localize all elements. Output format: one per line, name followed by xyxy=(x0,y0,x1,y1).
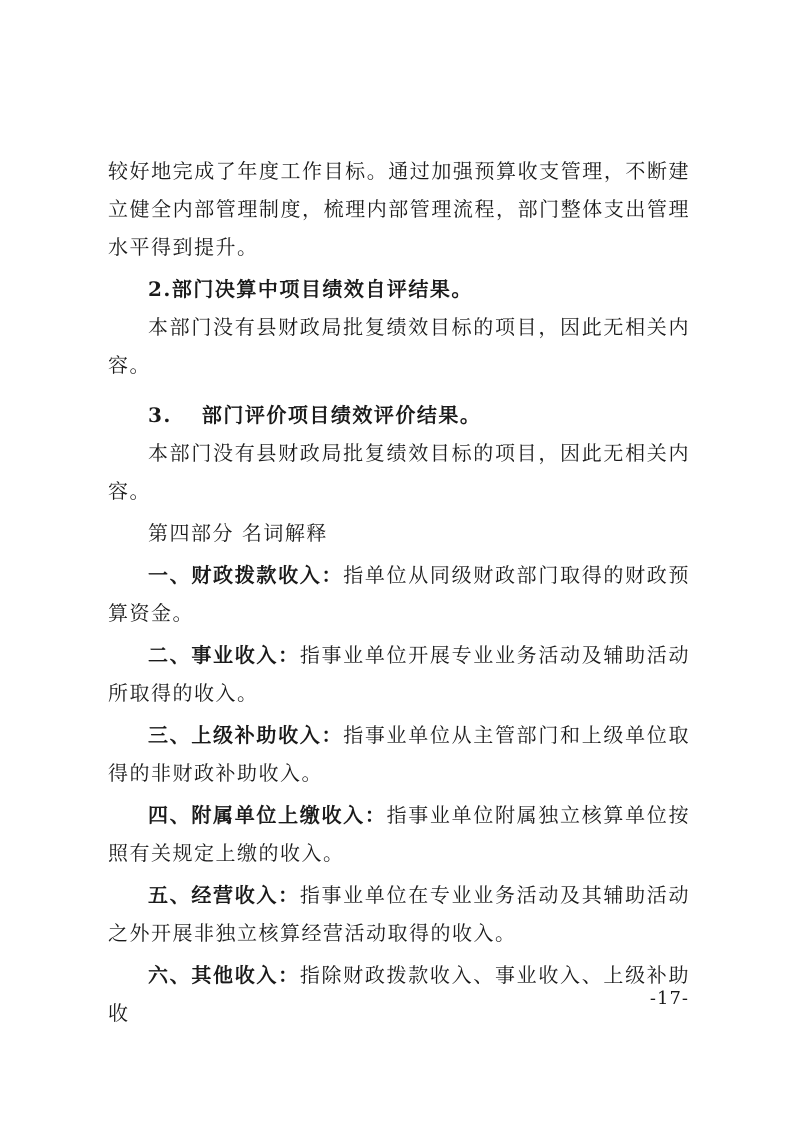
paragraph-no-project-content-2: 本部门没有县财政局批复绩效目标的项目，因此无相关内容。 xyxy=(108,441,690,503)
heading-department-evaluation xyxy=(108,396,690,434)
page-content xyxy=(108,152,690,1032)
term-entry xyxy=(108,636,690,712)
term-entry xyxy=(108,716,690,792)
term-label: 六、其他收入： xyxy=(148,963,300,987)
term-definition: 指单位从同级财政部门取得的财政预算资金。 xyxy=(108,563,690,625)
term-label: 三、上级补助收入： xyxy=(148,723,344,747)
term-label: 五、经营收入： xyxy=(148,883,300,907)
heading-number: 3. xyxy=(148,403,172,427)
term-entry xyxy=(108,796,690,872)
section-title: 第四部分 名词解释 xyxy=(148,521,328,545)
term-entry xyxy=(108,956,690,1032)
term-definition: 指事业单位开展专业业务活动及辅助活动所取得的收入。 xyxy=(108,643,690,705)
term-definition: 指事业单位从主管部门和上级单位取得的非财政补助收入。 xyxy=(108,723,690,785)
page-number: -17- xyxy=(649,988,689,1009)
heading-text: 部门评价项目绩效评价结果。 xyxy=(201,403,482,427)
term-label: 四、附属单位上缴收入： xyxy=(148,803,387,827)
term-entry xyxy=(108,876,690,952)
term-entry xyxy=(108,556,690,632)
paragraph-performance-summary: 较好地完成了年度工作目标。通过加强预算收支管理，不断建立健全内部管理制度，梳理内部管理流程，部门整体支出管理水平得到提升。 xyxy=(108,159,690,259)
term-definition: 指事业单位附属独立核算单位按照有关规定上缴的收入。 xyxy=(108,803,690,865)
term-label: 二、事业收入： xyxy=(148,643,300,667)
heading-project-self-evaluation: 2.部门决算中项目绩效自评结果。 xyxy=(148,277,473,301)
term-label: 一、财政拨款收入： xyxy=(148,563,344,587)
term-definition: 指事业单位在专业业务活动及其辅助活动之外开展非独立核算经营活动取得的收入。 xyxy=(108,883,690,945)
paragraph-no-project-content-1: 本部门没有县财政局批复绩效目标的项目，因此无相关内容。 xyxy=(108,315,690,377)
term-definition: 指除财政拨款收入、事业收入、上级补助收 xyxy=(108,963,690,1025)
